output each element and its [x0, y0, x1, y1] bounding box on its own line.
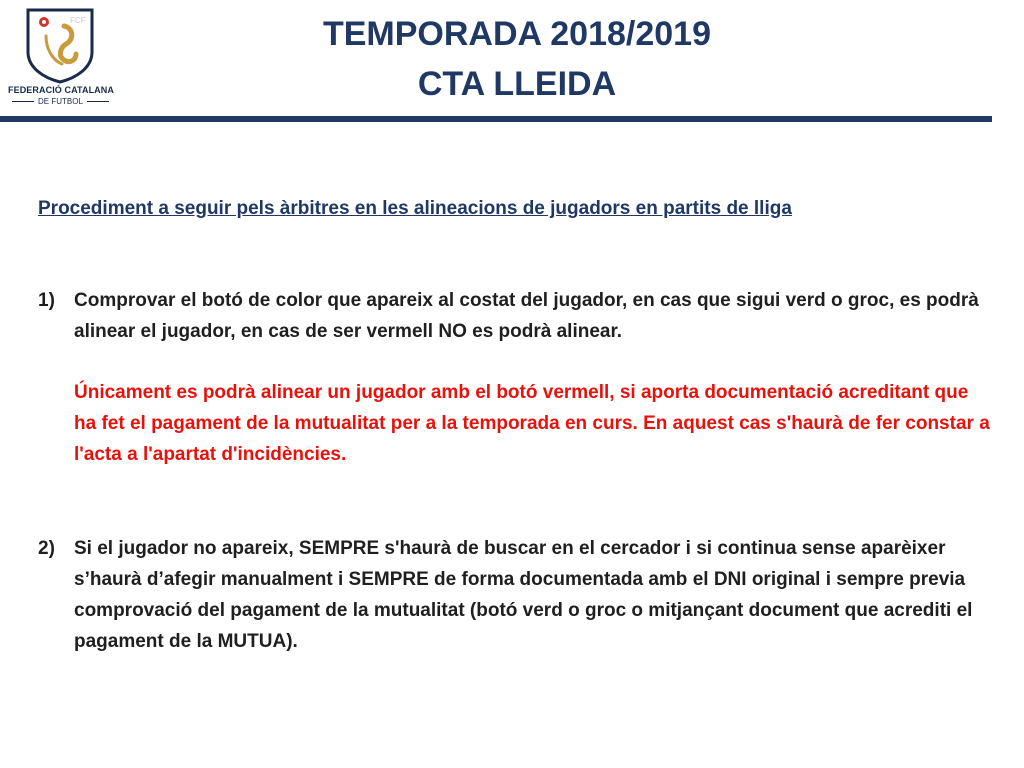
slide-title: TEMPORADA 2018/2019: [322, 15, 711, 53]
list-item-text: Comprovar el botó de color que apareix al costat del jugador, en cas que sigui verd o groc, es podrà alinear el jugador, en cas de ser vermell NO es podrà alinear.: [74, 290, 979, 342]
list-item-1: [38, 285, 988, 347]
list-item-number: 2): [38, 538, 55, 559]
svg-text:FCF: FCF: [70, 16, 86, 25]
red-button-note: Únicament es podrà alinear un jugador amb el botó vermell, si aporta documentació acreditant que ha fet el pagament de la mutualitat per a la temporada en curs. En aquest cas s'haurà de fer constar a l'acta a l'apartat d'incidències.: [74, 382, 990, 465]
slide-subtitle-title: CTA LLEIDA: [417, 65, 617, 103]
procedure-heading: Procediment a seguir pels àrbitres en les alineacions de jugadors en partits de lliga: [38, 198, 792, 219]
logo-text-de-futbol: DE FUTBOL: [8, 97, 112, 106]
header-divider: [0, 116, 992, 122]
list-item-text: Si el jugador no apareix, SEMPRE s'haurà de buscar en el cercador i si continua sense aparèixer s’haurà d’afegir manualment i SEMPRE de forma documentada amb el DNI original i sempre previa comprovació del pagament de la mutualitat (botó verd o groc o mitjançant document que acrediti el pagament de la MUTUA).: [74, 538, 973, 652]
logo-text-federacio: FEDERACIÓ CATALANA: [8, 85, 114, 95]
list-item-number: 1): [38, 290, 55, 311]
list-item-2: [38, 533, 988, 657]
